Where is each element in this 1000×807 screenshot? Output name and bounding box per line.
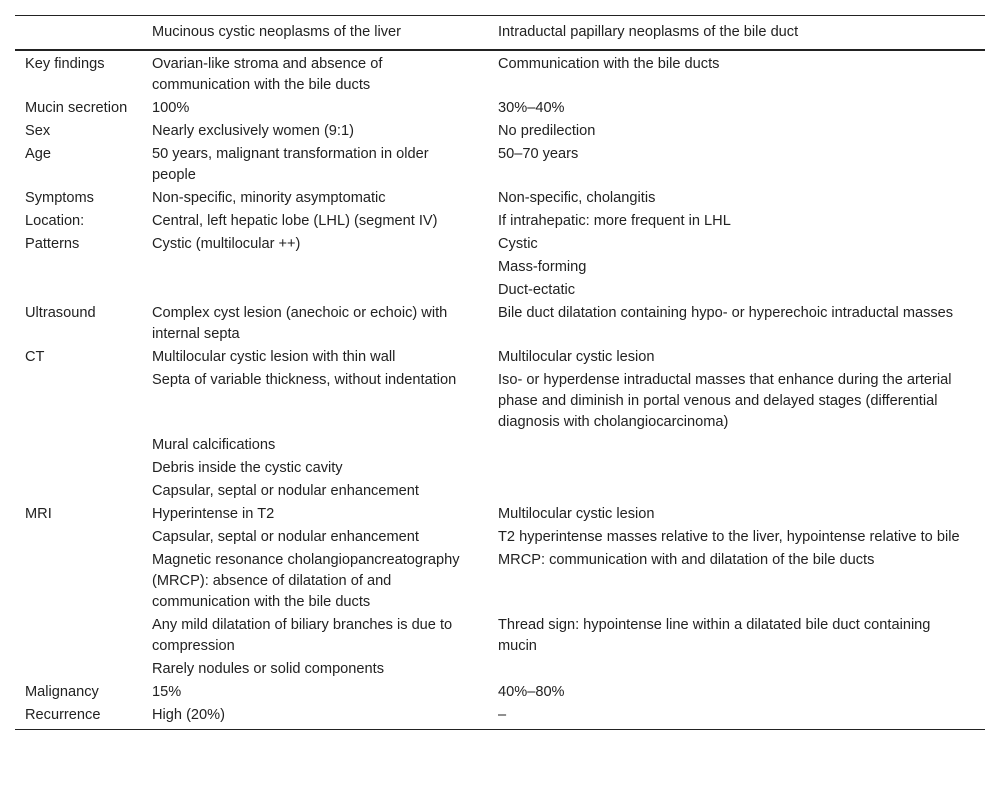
mcn-line: Complex cyst lesion (anechoic or echoic) with internal septa [152, 305, 448, 342]
row-label: MRI [25, 506, 52, 522]
ipnb-cell [488, 302, 985, 346]
mcn-cell [142, 143, 488, 187]
ipnb-cell [488, 143, 985, 187]
mcn-line: 50 years, malignant transformation in older people [152, 146, 429, 183]
mcn-line: Cystic (multilocular ++) [152, 236, 301, 252]
mcn-line: Capsular, septal or nodular enhancement [152, 483, 419, 499]
ipnb-line: No predilection [498, 123, 596, 139]
table-header [15, 16, 985, 51]
ipnb-cell [488, 187, 985, 210]
row-label: Recurrence [25, 707, 101, 723]
row-label: Patterns [25, 236, 80, 252]
row-label: Location: [25, 213, 85, 229]
mcn-cell [142, 302, 488, 346]
header-ipnb: Intraductal papillary neoplasms of the bile duct [498, 24, 799, 40]
ipnb-line: T2 hyperintense masses relative to the liver, hypointense relative to bile [498, 529, 960, 545]
ipnb-cell [488, 681, 985, 704]
ipnb-line: Multilocular cystic lesion [498, 349, 655, 365]
mcn-line: Septa of variable thickness, without indentation [152, 372, 457, 388]
mcn-line: 15% [152, 684, 182, 700]
ipnb-line: Duct-ectatic [498, 282, 576, 298]
ipnb-line: Mass-forming [498, 259, 587, 275]
mcn-line: Any mild dilatation of biliary branches is due to compression [152, 617, 453, 654]
row-label: Age [25, 146, 51, 162]
table-row [15, 120, 985, 143]
ipnb-cell [488, 97, 985, 120]
ipnb-cell [488, 120, 985, 143]
ipnb-line: If intrahepatic: more frequent in LHL [498, 213, 731, 229]
ipnb-cell [488, 210, 985, 233]
table-row [15, 233, 985, 302]
mcn-cell [142, 704, 488, 730]
row-label: Mucin secretion [25, 100, 128, 116]
ipnb-cell [488, 233, 985, 302]
table-body [15, 50, 985, 730]
ipnb-line: Communication with the bile ducts [498, 56, 720, 72]
ipnb-line: Bile duct dilatation containing hypo- or hyperechoic intraductal masses [498, 305, 954, 321]
mcn-line: Debris inside the cystic cavity [152, 460, 343, 476]
row-label: CT [25, 349, 45, 365]
mcn-line: Multilocular cystic lesion with thin wall [152, 349, 396, 365]
mcn-line: 100% [152, 100, 190, 116]
table-row [15, 143, 985, 187]
header-empty [15, 16, 142, 51]
mcn-cell [142, 187, 488, 210]
ipnb-line: Multilocular cystic lesion [498, 506, 655, 522]
row-label: Symptoms [25, 190, 94, 206]
table-row [15, 346, 985, 503]
table-row [15, 97, 985, 120]
ipnb-line: 50–70 years [498, 146, 579, 162]
mcn-line: High (20%) [152, 707, 225, 723]
mcn-line: Non-specific, minority asymptomatic [152, 190, 386, 206]
mcn-cell [142, 120, 488, 143]
mcn-cell [142, 50, 488, 97]
table-row [15, 681, 985, 704]
mcn-line: Mural calcifications [152, 437, 276, 453]
mcn-cell [142, 233, 488, 302]
mcn-cell [142, 346, 488, 503]
header-row [15, 16, 985, 51]
table-row [15, 50, 985, 97]
ipnb-cell [488, 704, 985, 730]
mcn-cell [142, 210, 488, 233]
mcn-line: Nearly exclusively women (9:1) [152, 123, 354, 139]
row-label: Sex [25, 123, 51, 139]
mcn-line: Magnetic resonance cholangiopancreatography (MRCP): absence of dilatation of and communication with the bile ducts [152, 552, 460, 610]
mcn-cell [142, 503, 488, 681]
ipnb-cell [488, 503, 985, 681]
table-row [15, 302, 985, 346]
ipnb-cell [488, 50, 985, 97]
comparison-table [15, 15, 985, 730]
ipnb-line: Iso- or hyperdense intraductal masses that enhance during the arterial phase and diminish in portal venous and delayed stages (differential diagnosis with cholangiocarcinoma) [498, 372, 952, 430]
ipnb-line: – [498, 707, 507, 723]
ipnb-line: Cystic [498, 236, 538, 252]
mcn-cell [142, 97, 488, 120]
row-label: Key findings [25, 56, 105, 72]
ipnb-line: Thread sign: hypointense line within a dilatated bile duct containing mucin [498, 617, 931, 654]
header-mcn: Mucinous cystic neoplasms of the liver [152, 24, 402, 40]
row-label: Ultrasound [25, 305, 96, 321]
ipnb-line: 30%–40% [498, 100, 565, 116]
table-row [15, 210, 985, 233]
mcn-line: Capsular, septal or nodular enhancement [152, 529, 419, 545]
table-row [15, 704, 985, 730]
mcn-cell [142, 681, 488, 704]
row-label: Malignancy [25, 684, 99, 700]
table-row [15, 503, 985, 681]
mcn-line: Ovarian-like stroma and absence of communication with the bile ducts [152, 56, 383, 93]
mcn-line: Hyperintense in T2 [152, 506, 275, 522]
table-row [15, 187, 985, 210]
ipnb-line: MRCP: communication with and dilatation of the bile ducts [498, 552, 875, 568]
ipnb-cell [488, 346, 985, 503]
mcn-line: Central, left hepatic lobe (LHL) (segment IV) [152, 213, 438, 229]
ipnb-line: Non-specific, cholangitis [498, 190, 656, 206]
mcn-line: Rarely nodules or solid components [152, 661, 385, 677]
ipnb-line: 40%–80% [498, 684, 565, 700]
